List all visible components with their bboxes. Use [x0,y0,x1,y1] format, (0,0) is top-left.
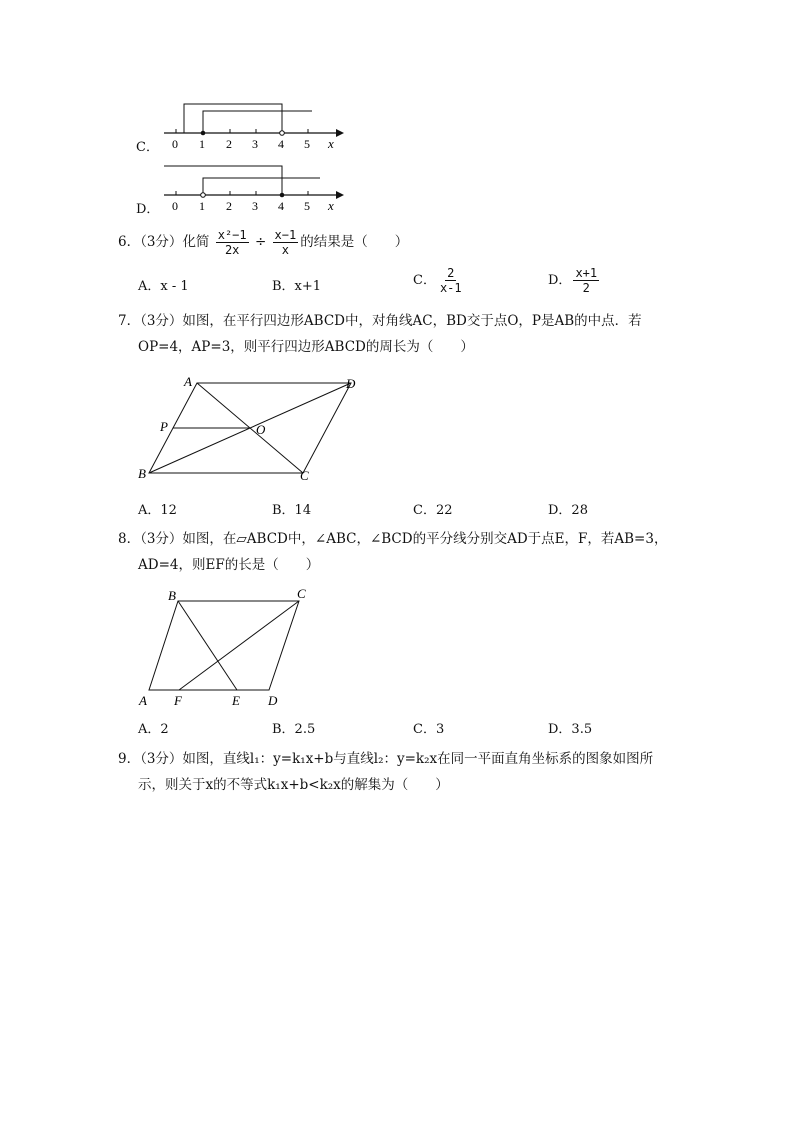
q6-option-c-numerator: 2 [447,266,455,280]
tick-label-5: 5 [304,137,310,151]
q6-option-d-numerator: x+1 [575,266,598,280]
q6-number: 6． [118,234,141,250]
label-B: B [168,588,176,603]
solution-bracket-lower [203,178,320,195]
option-d-label: D． [136,202,160,217]
number-line-d-row [136,158,356,218]
q6-fraction-2-denominator: x [281,243,289,257]
q8-option-b[interactable]: B．2.5 [272,722,316,737]
open-point-4 [280,131,285,136]
number-line-c [160,96,356,156]
q6-option-b[interactable]: B．x+1 [272,279,322,294]
q6-post: 的结果是（ ） [300,234,409,250]
q9-line-1: 9．（3分）如图，直线l₁：y=k₁x+b与直线l₂：y=k₂x在同一平面直角坐标系的图象如图所 [118,751,654,767]
q6-pre: 化简 [182,234,210,250]
tick-label-2: 2 [226,137,232,151]
closed-point-1 [201,131,206,136]
tick-label-3: 3 [252,137,258,151]
label-E: E [232,693,240,708]
label-A: A [139,693,147,708]
q8-line-2: AD=4，则EF的长是（ ） [138,557,320,573]
q6-divide-sign: ÷ [254,234,267,250]
q6-fraction-1-denominator: 2x [224,243,240,257]
tick-label-3: 3 [252,199,258,213]
q6-option-d-fraction [573,266,599,295]
number-line-d [160,158,356,218]
label-A: A [184,374,192,389]
q7-option-a[interactable]: A．12 [138,503,177,518]
tick-label-1: 1 [199,199,205,213]
q6-fraction-1 [216,228,249,257]
label-P: P [160,419,168,434]
q6-score: （3分） [140,234,183,250]
tick-label-4: 4 [278,137,284,151]
axis-arrow [336,129,344,137]
q6-option-c-denominator: x-1 [439,281,462,295]
q7-parallelogram-figure [130,370,370,485]
bisector-be [178,601,237,690]
tick-label-1: 1 [199,137,205,151]
label-C: C [300,468,309,483]
closed-point-4 [280,193,285,198]
tick-label-0: 0 [172,199,178,213]
q6-fraction-1-numerator: x²−1 [217,228,247,242]
bisector-cf [179,601,299,690]
q6-option-c[interactable] [413,266,466,295]
q6-option-a[interactable]: A．x - 1 [138,279,189,294]
tick-label-4: 4 [278,199,284,213]
open-point-1 [201,193,206,198]
solution-bracket-upper [164,166,282,195]
label-C: C [297,586,306,601]
option-c-label: C． [136,140,159,155]
q6-option-d-label: D． [548,273,572,288]
q8-option-d[interactable]: D．3.5 [548,722,593,737]
q6-option-c-label: C． [413,273,436,288]
axis-label-x: x [328,198,334,213]
question-6 [118,228,698,257]
q7-line-1: 7．（3分）如图，在平行四边形ABCD中，对角线AC，BD交于点O，P是AB的中点．若 [118,313,642,329]
axis-arrow [336,191,344,199]
q6-fraction-2-numerator: x−1 [274,228,297,242]
question-7 [118,308,698,360]
q7-option-b[interactable]: B．14 [272,503,312,518]
tick-label-2: 2 [226,199,232,213]
q6-option-d-denominator: 2 [582,281,590,295]
q6-fraction-2 [273,228,299,257]
q7-line-2: OP=4，AP=3，则平行四边形ABCD的周长为（ ） [138,339,474,355]
tick-label-5: 5 [304,199,310,213]
q8-option-a[interactable]: A．2 [138,722,169,737]
label-B: B [138,466,146,481]
label-D: D [268,693,278,708]
question-9 [118,746,698,798]
q9-line-2: 示，则关于x的不等式k₁x+b<k₂x的解集为（ ） [138,777,449,793]
number-line-c-row [136,96,356,156]
q6-option-d[interactable] [548,266,601,295]
q8-line-1: 8．（3分）如图，在▱ABCD中，∠ABC，∠BCD的平分线分别交AD于点E，F，若AB=3， [118,531,668,547]
label-D: D [346,376,356,391]
solution-bracket-lower [203,111,282,133]
parallelogram-abcd [149,601,299,690]
q8-option-c[interactable]: C．3 [413,722,445,737]
q8-parallelogram-figure [130,584,330,712]
solution-bracket-upper [184,104,282,133]
question-8 [118,526,698,578]
q6-option-c-fraction [438,266,464,295]
label-F: F [174,693,182,708]
q7-option-d[interactable]: D．28 [548,503,588,518]
q7-option-c[interactable]: C．22 [413,503,453,518]
axis-label-x: x [328,136,334,151]
label-O: O [256,422,266,437]
tick-label-0: 0 [172,137,178,151]
